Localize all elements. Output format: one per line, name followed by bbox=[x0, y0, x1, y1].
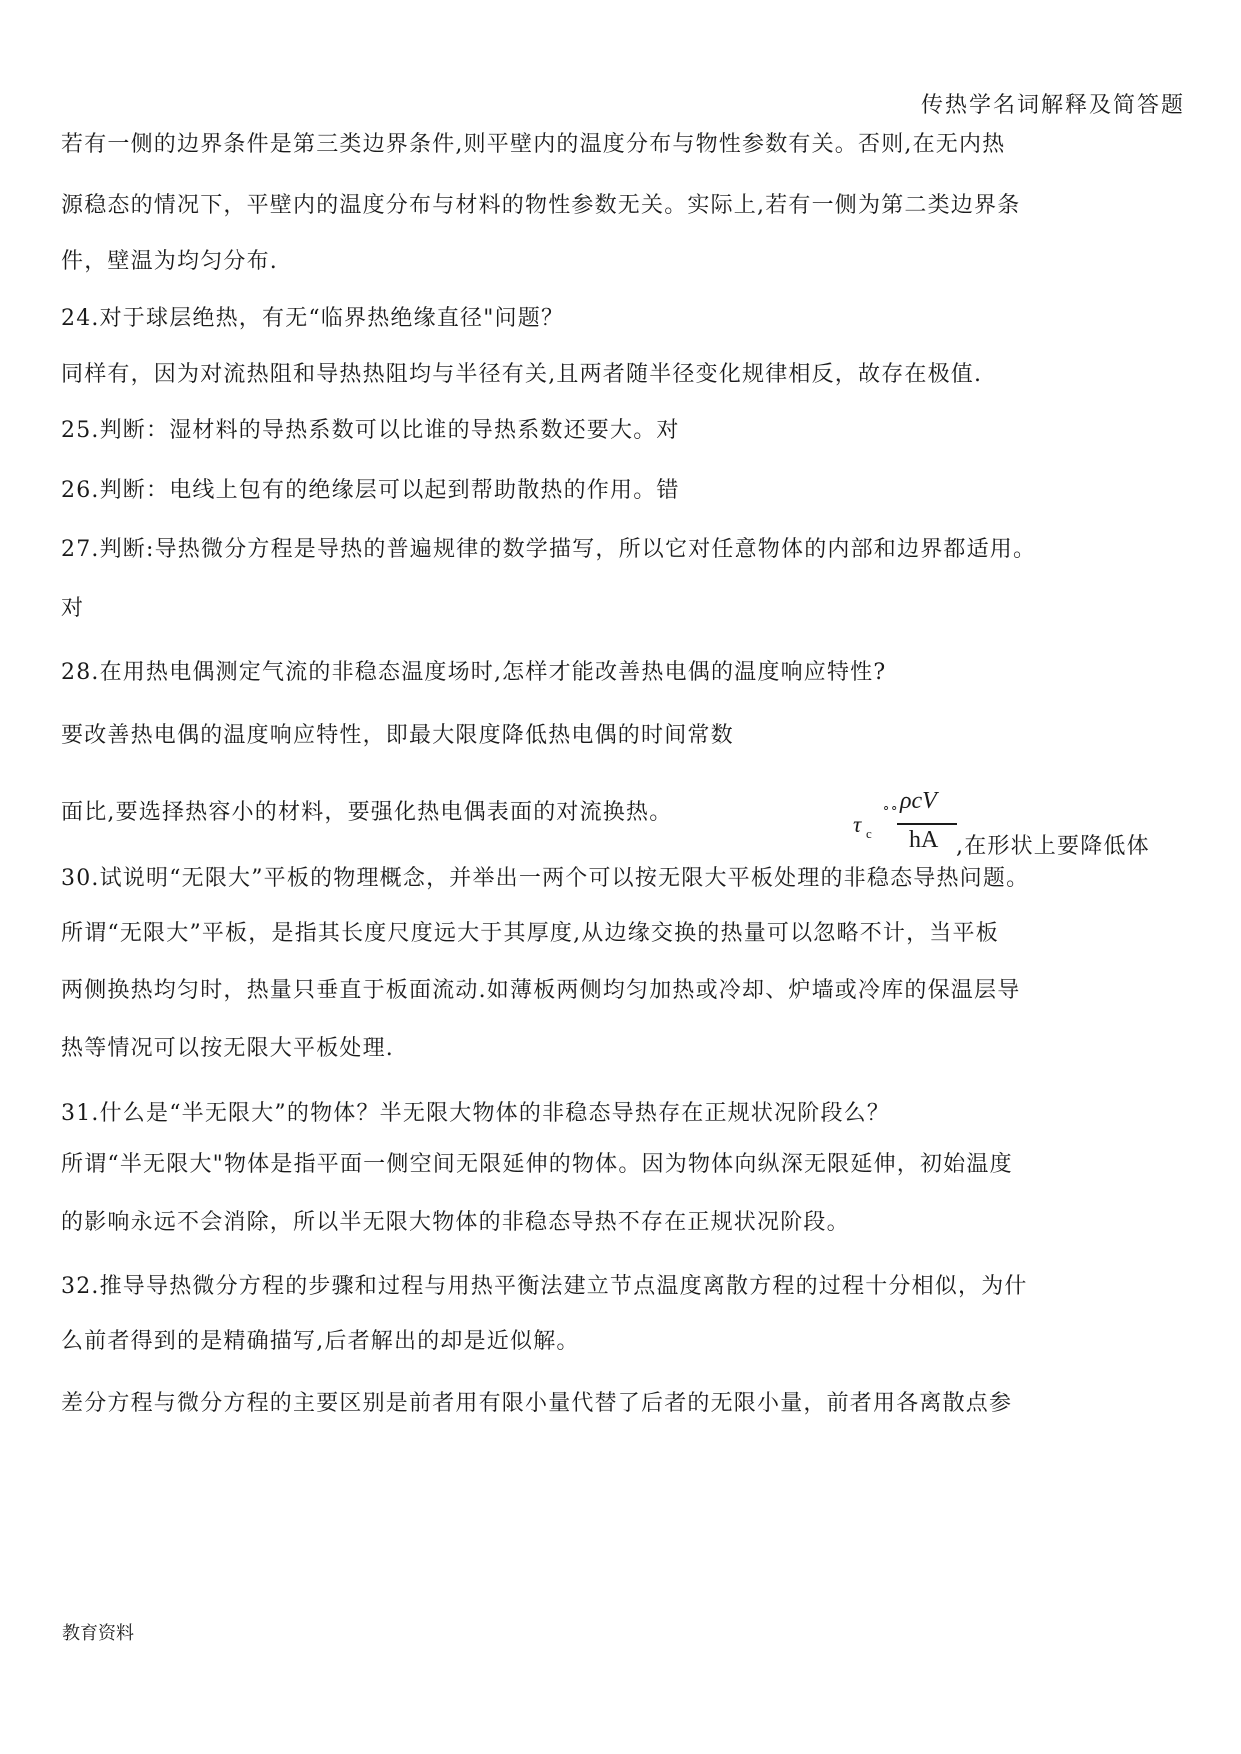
question-25: 25.判断：湿材料的导热系数可以比谁的导热系数还要大。对 bbox=[61, 418, 680, 443]
text-line: 源稳态的情况下，平壁内的温度分布与材料的物性参数无关。实际上,若有一侧为第二类边界条 bbox=[61, 193, 1021, 218]
text-line: 若有一侧的边界条件是第三类边界条件,则平壁内的温度分布与物性参数有关。否则,在无内热 bbox=[61, 132, 1006, 157]
question-24: 24.对于球层绝热，有无“临界热绝缘直径"问题？ bbox=[61, 306, 565, 331]
formula-operator: ∘∘ bbox=[882, 800, 899, 815]
question-26: 26.判断：电线上包有的绝缘层可以起到帮助散热的作用。错 bbox=[61, 478, 680, 503]
answer-24: 同样有，因为对流热阻和导热热阻均与半径有关,且两者随半径变化规律相反，故存在极值. bbox=[61, 362, 983, 387]
fraction-bar bbox=[897, 823, 957, 825]
question-27: 27.判断:导热微分方程是导热的普遍规律的数学描写，所以它对任意物体的内部和边界都适用。 bbox=[61, 537, 1037, 562]
time-constant-subscript: c bbox=[866, 826, 872, 841]
page-header-title: 传热学名词解释及简答题 bbox=[920, 93, 1185, 118]
answer-28-trailing-text: ,在形状上要降低体 bbox=[956, 834, 1150, 859]
question-31: 31.什么是“半无限大”的物体？半无限大物体的非稳态导热存在正规状况阶段么？ bbox=[61, 1101, 891, 1126]
answer-28-line-2: 面比,要选择热容小的材料，要强化热电偶表面的对流换热。 bbox=[61, 800, 673, 825]
answer-30-line-3: 热等情况可以按无限大平板处理. bbox=[61, 1036, 394, 1061]
answer-30-line-2: 两侧换热均匀时，热量只垂直于板面流动.如薄板两侧均匀加热或冷却、炉墙或冷库的保温层导 bbox=[61, 978, 1021, 1003]
question-28: 28.在用热电偶测定气流的非稳态温度场时,怎样才能改善热电偶的温度响应特性? bbox=[61, 660, 887, 685]
question-32-line-2: 么前者得到的是精确描写,后者解出的却是近似解。 bbox=[61, 1329, 580, 1354]
formula-numerator: ρcV bbox=[900, 788, 937, 814]
answer-31-line-2: 的影响永远不会消除，所以半无限大物体的非稳态导热不存在正规状况阶段。 bbox=[61, 1210, 850, 1235]
question-32-line-1: 32.推导导热微分方程的步骤和过程与用热平衡法建立节点温度离散方程的过程十分相似，为什 bbox=[61, 1274, 1028, 1299]
time-constant-symbol: τ bbox=[853, 812, 862, 837]
answer-28-line-1: 要改善热电偶的温度响应特性，即最大限度降低热电偶的时间常数 bbox=[61, 723, 734, 748]
answer-30-line-1: 所谓“无限大”平板，是指其长度尺度远大于其厚度,从边缘交换的热量可以忽略不计，当平板 bbox=[61, 921, 999, 946]
formula-denominator: hA bbox=[909, 827, 939, 853]
question-30: 30.试说明“无限大”平板的物理概念，并举出一两个可以按无限大平板处理的非稳态导热问题。 bbox=[61, 866, 1030, 891]
answer-32-line-1: 差分方程与微分方程的主要区别是前者用有限小量代替了后者的无限小量，前者用各离散点参 bbox=[61, 1391, 1013, 1416]
answer-31-line-1: 所谓“半无限大"物体是指平面一侧空间无限延伸的物体。因为物体向纵深无限延伸，初始温度 bbox=[61, 1152, 1013, 1177]
page-footer-label: 教育资料 bbox=[62, 1623, 134, 1644]
answer-27: 对 bbox=[61, 596, 85, 621]
text-line: 件，壁温为均匀分布. bbox=[61, 249, 278, 274]
